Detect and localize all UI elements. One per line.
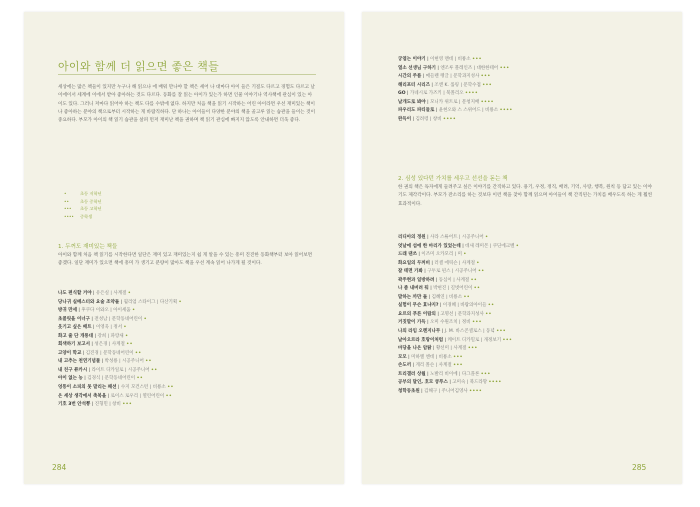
- page-number: 285: [632, 463, 647, 472]
- book-item: 곽주현과 일방하려 | 동심이 | 사계절 ••: [398, 277, 478, 283]
- book-item: 아이 없는 농 | 김경식 | 문학동네어린이 ••: [58, 376, 144, 382]
- book-item: 궁엽는 이야기 | 이현영 맨데 | 비룡소 •••: [398, 57, 482, 62]
- book-item: 말하는 까만 돌 | 김혜연 | 비룡소 ••: [398, 294, 471, 300]
- left-page: [24, 12, 344, 484]
- book-list: [58, 290, 182, 410]
- book-item: 엉뚱이 소피의 못 말리는 패션 | 수지 모건스턴 | 비룡소 ••: [58, 385, 174, 391]
- book-item: 열소 선생님 구하기 | 엔조루 블레인즈 | 대한한테어 •••: [398, 65, 510, 71]
- right-page: [362, 12, 682, 484]
- book-item: 온 세상 생각에서 축복을 | 로이스 로우리 | 열린어린이 ••: [58, 393, 173, 399]
- book-gutter: [344, 12, 362, 484]
- legend-row: •••• 중학생: [64, 213, 93, 219]
- legend-row: ••• 초등 고학년: [64, 206, 102, 211]
- book-item: 실험이 무슨 효냐지? | 이경혜 | 바람의아이들 ••: [398, 303, 495, 309]
- book-item: 요르의 푸른 이랍의 | 고명선 | 문학과지성사 ••: [398, 311, 492, 317]
- book-list-continued: [398, 56, 513, 124]
- book-item: 고양이 학교 | 김진경 | 문학동네어린이 ••: [58, 350, 142, 356]
- book-item: 날개도로 봐야 | 모니카 위트로 | 문청지배 ••••: [398, 99, 494, 105]
- book-item: 나 좀 내버려 둬 | 박현진 | 길벗어린이 ••: [398, 286, 481, 292]
- legend-row: •• 초등 중학년: [64, 198, 102, 204]
- star-legend: [64, 190, 102, 220]
- intro-paragraph: 세상에는 많은 책들이 있지만 누구나 해 읽으나 에 배워 만나야 할 책은 셰어 나 대마다 아이 들은 기질도 다르고 경험도 다르고 날이에이서 세계에 이에서 받아 좋아하는 것도 다르다. 동화를 잘 읽는 아이가 있는가 하면 인물 이야기나 역사책에 관심이 있는 아이도 있다. 그러니 저마다 읽어야 하는 책도 다를 수밖에 없다. 하지만 처음 책을 읽기 시작하는 어린 아이라면 우선 재미있는 책이나 좋아하는 분야의 책으로부터 시작하는 게 바람직하다. 단 하나는 아이들이 다양한 분야의 책을 골고루 읽는 습관을 들이는 것이 중요하다. 부모가 아이의 책 읽기 습관을 살펴 먼저 재미난 책을 권하며 책 읽기 관심에 빠지지 않도록 안내하면 더욱 좋다.: [58, 85, 316, 124]
- page-number: 284: [52, 463, 67, 472]
- subsection-heading: 2. 심성 있다던 가치를 세우고 선선을 돋는 책: [398, 176, 508, 182]
- book-item: 방귀 만세 | 후쿠다 이와오 | 아이세움 •: [58, 308, 136, 314]
- book-item: 웃기고 싶은 배트 | 이영욱 | 정서 •: [58, 325, 127, 331]
- book-item: 잘 테면 가봐 | 구두로 핀스 | 시공주니어 ••: [398, 269, 485, 275]
- book-item: 당나귀 실베스터와 요술 조약돌 | 윌리엄 스타이그 | 다산기획 •: [58, 299, 182, 305]
- book-item: 화고 줄 단 개통대 | 강희 | 파랑새 •: [58, 333, 129, 339]
- legend-row: • 초등 저학년: [64, 191, 102, 196]
- book-item: 기호 3번 안석뽕 | 진형민 | 창비 •••: [58, 402, 133, 408]
- book-item: 리디아의 정원 | 사라 스튜어트 | 시공주니어 •: [398, 235, 489, 240]
- section-title: 아이와 함께 더 읽으면 좋은 책들: [58, 60, 220, 73]
- book-item: 청학동초원 | 김해구 | 주니어김영사 ••••: [398, 388, 483, 394]
- book-item: 해리포터 시리즈 | 조앤 K. 롤링 | 문학수첩 •••: [398, 82, 493, 88]
- subsection-intro: 한 권의 책은 독자에게 들려주고 싶은 이야기를 간직하고 있다. 용기, 우정, 정직, 배려, 기억, 사랑, 행복, 원칙 등 담고 있는 이야기도 제각각이다. 부모가 잔소리를 하는 것보다 이런 책을 찾아 함께 읽으며 아이들이 책 간직된는 가치를 배우도록 하는 게 훨씬 효과적이다.: [398, 185, 653, 207]
- book-item: 내 친구 퓨카시 | 라이트 디카일로 | 시공주니어 ••: [58, 367, 158, 373]
- book-item: 화요일의 두꺼비 | 러셀 에릭슨 | 사계절 •: [398, 260, 480, 266]
- book-item: 나의 라임 오렌지나무 | J. M. 바스콘셀로스 | 동녘 •••: [398, 329, 507, 335]
- title-divider: [58, 74, 316, 75]
- book-item: 나도 편식할 거야 | 유은실 | 사계절 •: [58, 291, 132, 296]
- book-item: 내 고추는 천연기념물 | 박성룡 | 시공주니어 ••: [58, 359, 152, 365]
- book-item: 드래 댄쓰 | 이즈미 오카모리 | 미 •: [398, 252, 467, 258]
- book-item: 완득이 | 김려령 | 창비 ••••: [398, 116, 457, 122]
- book-item: 거짓말이 가득 | 오미 수원조치 | 정비 •••: [398, 320, 482, 326]
- subsection-heading: 1. 두꺼도 재미있는 책들: [58, 244, 118, 250]
- book-item: 엇날에 섬에 한 마리가 있었는데 | 데새 레미몬 | 쿠딘에크벨 •: [398, 243, 520, 249]
- book-item: 날아오르라 호랑이처럼 | 케이트 디카밀로 | 개정보기 •••: [398, 337, 513, 343]
- book-list: [398, 234, 519, 396]
- book-item: 초콜릿을 이너구 | 전성남 | 문학동네어린이 •: [58, 316, 147, 322]
- book-item: GO | 가네시로 가즈키 | 북폴리오 ••••: [398, 91, 479, 97]
- book-item: 회색하기 보고서 | 성은경 | 사계절 ••: [58, 342, 133, 348]
- book-item: 마당을 나온 암탉 | 황선미 | 사계절 •••: [398, 346, 478, 352]
- book-item: 시간의 주름 | 매들렌 렝글 | 문학과지성사 •••: [398, 74, 491, 80]
- book-item: 트리갤러 상월 | 노발리 비이에 | 다그플론 •••: [398, 371, 491, 377]
- book-item: 모모 | 미하엘 엔데 | 비룡소 •••: [398, 354, 463, 360]
- book-item: 손도끼 | 게리 폴슨 | 사계절 •••: [398, 363, 463, 369]
- subsection-intro: 아이와 함께 처음 책 읽기를 시작한다면 일단은 재미 있고 재미있는지 쉽 게 알을 수 있는 흥미 진진한 동화책부터 보아 읽어보면 좋겠다. 일단 재미가 있으면 책에 흥미 가 생기고 분량이 많아도 책을 우선 계속 읽어 나가게 될 것이다.: [58, 253, 313, 267]
- book-item: 파우리도 파티들로 | 윤현오와 스 스위어드 | 비룡소 ••••: [398, 108, 513, 114]
- book-item: 공부의 달인, 호모 쿵푸스 | 고미숙 | 북드라망 ••••: [398, 380, 502, 386]
